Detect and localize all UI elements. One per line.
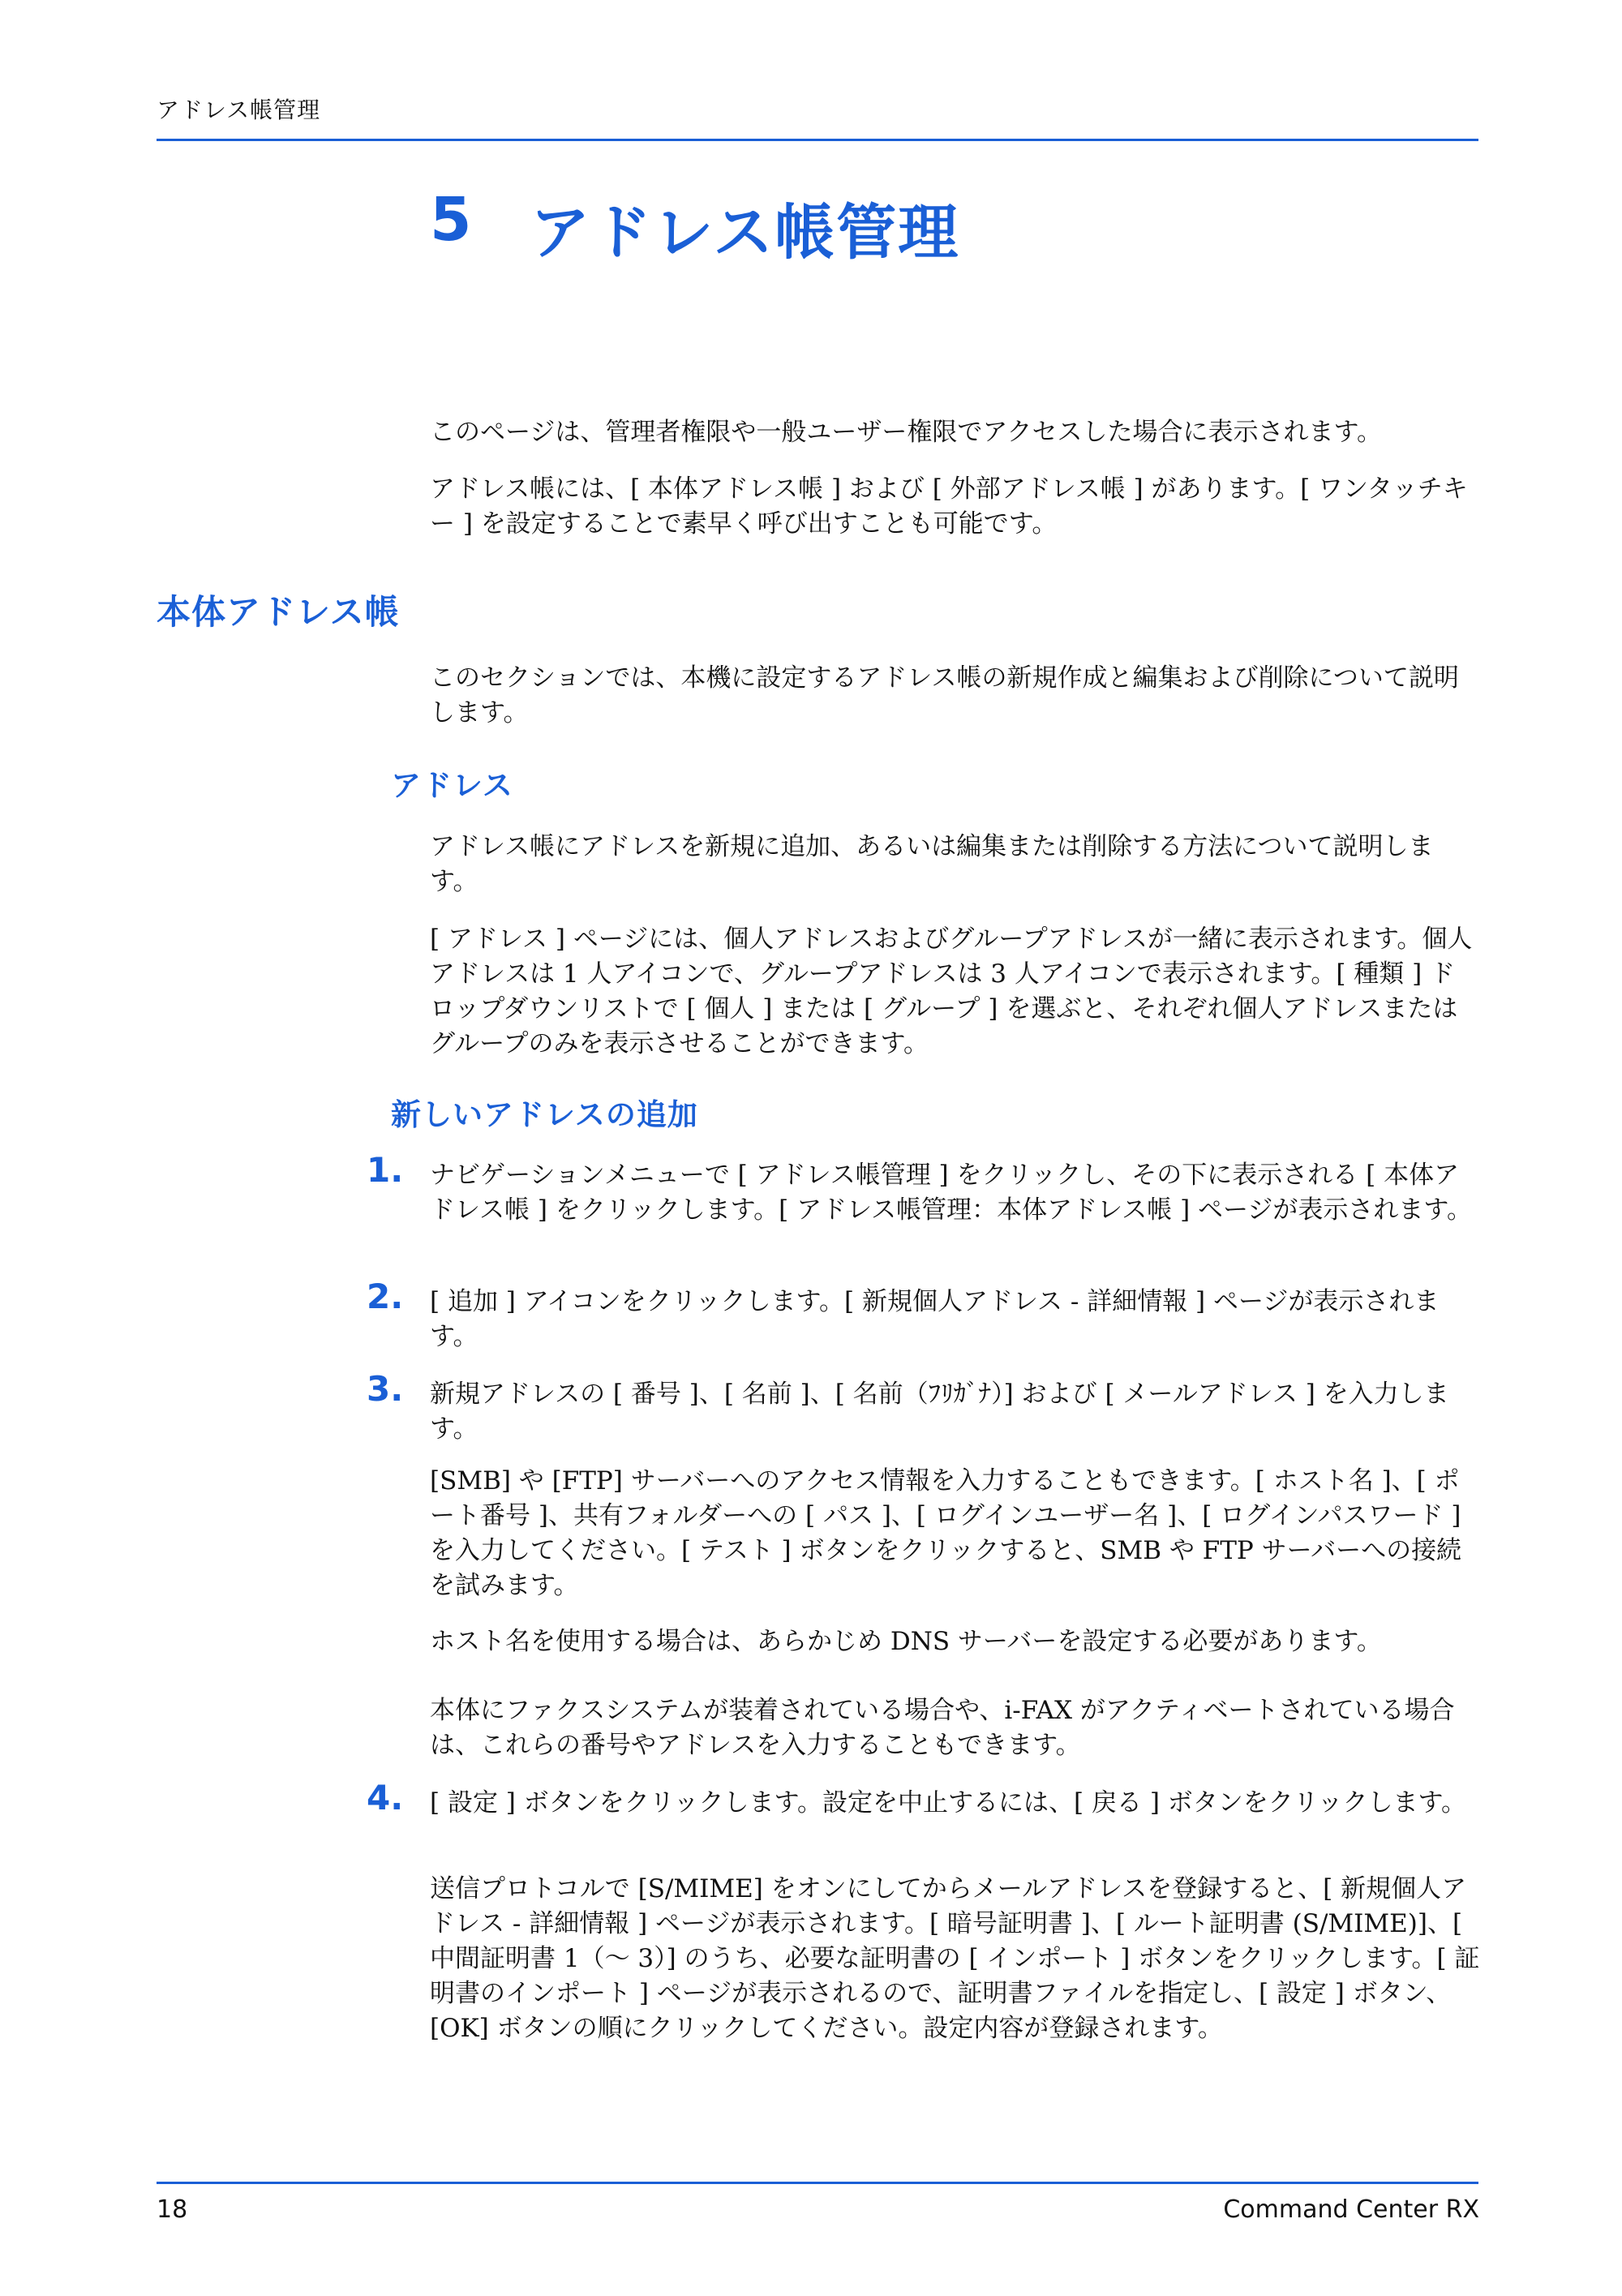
section-main-body: このセクションでは、本機に設定するアドレス帳の新規作成と編集および削除について説明します。 — [430, 663, 1459, 727]
subsection-heading-new-address: 新しいアドレスの追加 — [391, 1097, 698, 1132]
step-number: 1. — [367, 1150, 404, 1190]
step-4-note: 送信プロトコルで [S/MIME] をオンにしてからメールアドレスを登録すると、[ 新規個人アドレス - 詳細情報 ] ページが表示されます。[ 暗号証明書 ]、[ ルート証明書 (S/MIME)]、[ 中間証明書 1（～ 3）] のうち、必要な証明書の [ インポート ] ボタンをクリックします。[ 証明書のインポート ] ページが表示されるので、証明書ファイルを指定し、[ 設定 ] ボタン、[OK] ボタンの順にクリックしてください。設定内容が登録されます。 — [430, 1874, 1480, 2043]
chapter-number: 5 — [430, 185, 474, 255]
address-paragraph-1: アドレス帳にアドレスを新規に追加、あるいは編集または削除する方法について説明します。 — [430, 832, 1434, 896]
intro-paragraph-2: アドレス帳には、[ 本体アドレス帳 ] および [ 外部アドレス帳 ] があります。[ ワンタッチキー ] を設定することで素早く呼び出すことも可能です。 — [430, 474, 1468, 539]
header-rule — [157, 139, 1478, 141]
step-number: 4. — [367, 1778, 404, 1817]
step-text: ナビゲーションメニューで [ アドレス帳管理 ] をクリックし、その下に表示される [ 本体アドレス帳 ] をクリックします。[ アドレス帳管理：本体アドレス帳 ] ページが表示されます。 — [430, 1161, 1472, 1225]
step-number: 3. — [367, 1369, 404, 1409]
step-3-note-2: ホスト名を使用する場合は、あらかじめ DNS サーバーを設定する必要があります。 — [430, 1627, 1382, 1656]
step-number: 2. — [367, 1277, 404, 1316]
chapter-heading — [430, 185, 959, 271]
chapter-title: アドレス帳管理 — [530, 198, 960, 268]
step-3-note-1: [SMB] や [FTP] サーバーへのアクセス情報を入力することもできます。[ ホスト名 ]、[ ポート番号 ]、共有フォルダーへの [ パス ]、[ ログインユーザー名 ]、[ ログインパスワード ] を入力してください。[ テスト ] ボタンをクリックすると、SMB や FTP サーバーへの接続を試みます。 — [430, 1466, 1462, 1600]
section-heading-main-address-book: 本体アドレス帳 — [157, 592, 400, 632]
intro-paragraph-1: このページは、管理者権限や一般ユーザー権限でアクセスした場合に表示されます。 — [430, 418, 1382, 447]
footer-product-name: Command Center RX — [1223, 2195, 1479, 2224]
subsection-heading-address: アドレス — [391, 768, 513, 803]
step-text: [ 設定 ] ボタンをクリックします。設定を中止するには、[ 戻る ] ボタンをクリックします。 — [430, 1788, 1467, 1817]
address-paragraph-2: [ アドレス ] ページには、個人アドレスおよびグループアドレスが一緒に表示されます。個人アドレスは 1 人アイコンで、グループアドレスは 3 人アイコンで表示されます。[ 種類 ] ドロップダウンリストで [ 個人 ] または [ グループ ] を選ぶと、それぞれ個人アドレスまたはグループのみを表示させることができます。 — [430, 925, 1473, 1058]
step-text: 新規アドレスの [ 番号 ]、[ 名前 ]、[ 名前（ﾌﾘｶﾞﾅ）] および [ メールアドレス ] を入力します。 — [430, 1380, 1449, 1444]
running-header: アドレス帳管理 — [157, 97, 321, 123]
step-3-note-3: 本体にファクスシステムが装着されている場合や、i-FAX がアクティベートされている場合は、これらの番号やアドレスを入力することもできます。 — [430, 1696, 1455, 1760]
footer-rule — [157, 2182, 1478, 2184]
step-text: [ 追加 ] アイコンをクリックします。[ 新規個人アドレス - 詳細情報 ] ページが表示されます。 — [430, 1287, 1440, 1351]
page-number: 18 — [157, 2195, 188, 2224]
